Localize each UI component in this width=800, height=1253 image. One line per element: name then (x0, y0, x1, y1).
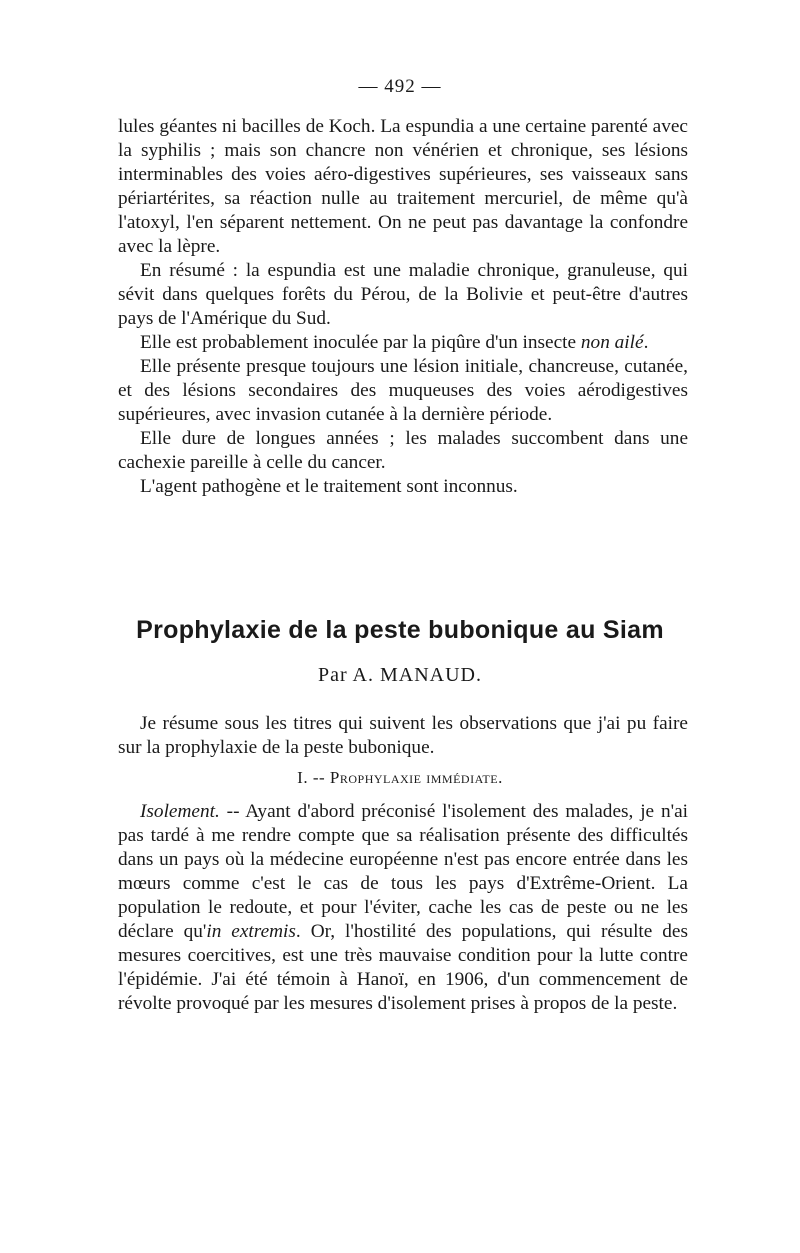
paragraph-espundia-differential: lules géantes ni bacilles de Koch. La espundia a une certaine parenté avec la syphilis ; mais son chancre non vénérien et chronique, ses lésions interminables des voies aéro-digestives supérieures, ses vaisseaux sans périartérites, sa réaction nulle au traitement mercuriel, de même qu'à l'atoxyl, l'en séparent nettement. On ne peut pas davantage la confondre avec la lèpre. (118, 116, 688, 257)
previous-article-conclusion (118, 115, 688, 499)
inoculation-text: Elle est probablement inoculée par la piqûre d'un insecte (140, 332, 577, 353)
inoculation-period: . (643, 332, 649, 353)
paragraph-intro: Je résume sous les titres qui suivent les observations que j'ai pu faire sur la prophylaxie de la peste bubonique. (118, 713, 688, 758)
section-heading: I. -- Prophylaxie immédiate. (297, 768, 503, 787)
paragraph-inoculation (118, 331, 688, 355)
article-section-body (118, 800, 688, 1016)
isolement-text-1: -- Ayant d'abord préconisé l'isolement des malades, je n'ai pas tardé à me rendre compte que sa réalisation présente des difficultés dans un pays où la médecine européenne n'est pas encore entrée dans les mœurs comme c'est le cas de tous les pays d'Extrême-Orient. La population le redoute, et pour l'éviter, cache les cas de peste ou ne les déclare qu' (118, 801, 688, 942)
paragraph-duration: Elle dure de longues années ; les malades succombent dans une cachexie pareille à celle du cancer. (118, 428, 688, 473)
article-byline: Par A. MANAUD. (318, 664, 482, 686)
isolement-label: Isolement. (140, 801, 220, 822)
inoculation-italic: non ailé (580, 332, 644, 353)
paragraph-unknown-agent: L'agent pathogène et le traitement sont inconnus. (140, 476, 518, 497)
article-title: Prophylaxie de la peste bubonique au Siam (136, 616, 664, 644)
page-number: — 492 — (358, 76, 442, 97)
paragraph-lesions: Elle présente presque toujours une lésion initiale, chancreuse, cutanée, et des lésions secondaires des muqueuses des voies aérodigestives supérieures, avec invasion cutanée à la dernière période. (118, 356, 688, 425)
isolement-text-2: . Or, l'hostilité des populations, qui résulte des mesures coercitives, est une très mauvaise condition pour la lutte contre l'épidémie. J'ai été témoin à Hanoï, en 1906, d'un commencement de révolte provoqué par les mesures d'isolement prises à propos de la peste. (118, 921, 688, 1014)
article-intro (118, 712, 688, 760)
isolement-italic: in extremis (206, 921, 296, 942)
paragraph-isolement (118, 800, 688, 1016)
paragraph-summary: En résumé : la espundia est une maladie chronique, granuleuse, qui sévit dans quelques forêts du Pérou, de la Bolivie et peut-être d'autres pays de l'Amérique du Sud. (118, 260, 688, 329)
